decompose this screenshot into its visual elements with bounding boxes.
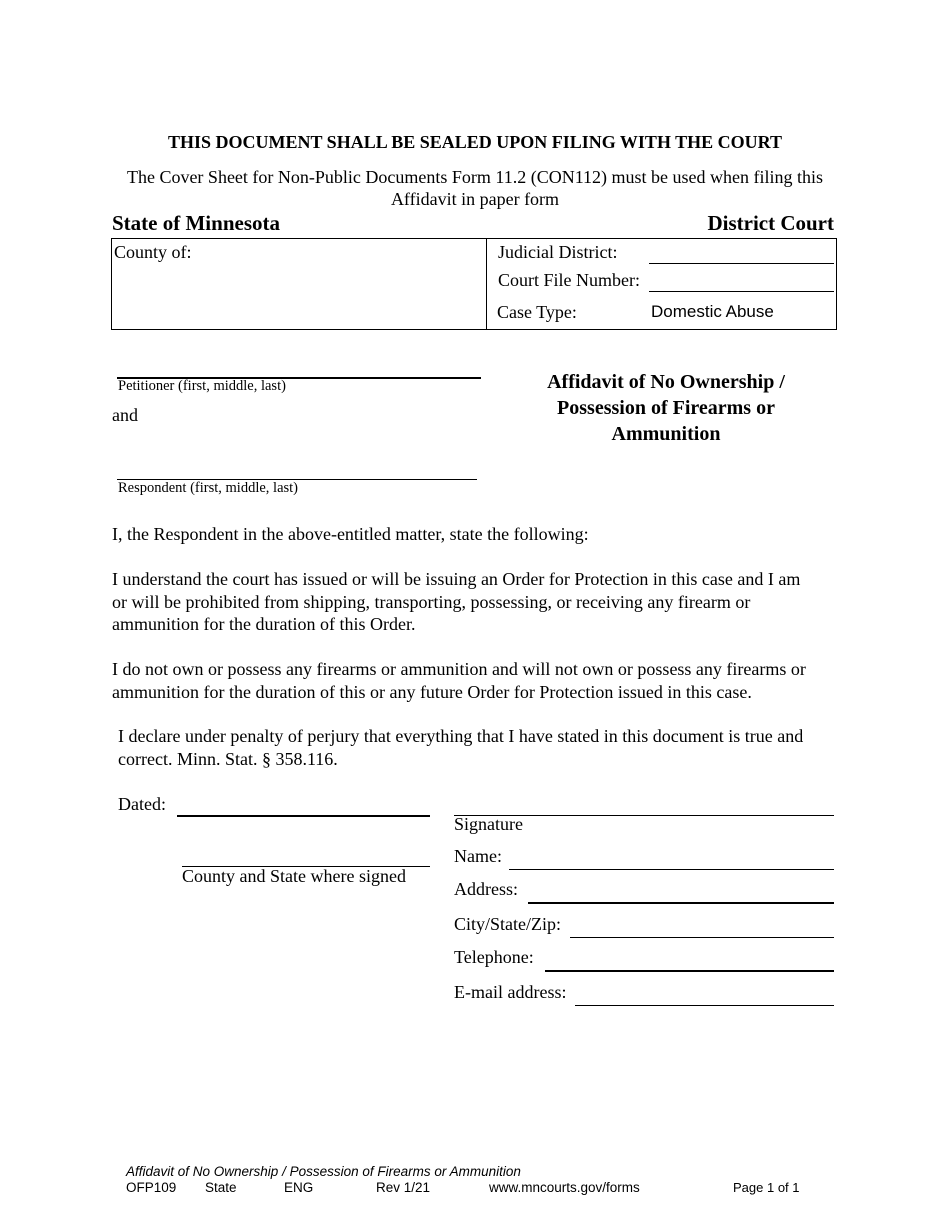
judicial-district-label: Judicial District: <box>498 242 618 262</box>
email-field[interactable] <box>575 982 834 1006</box>
city-state-zip-label: City/State/Zip: <box>454 914 561 934</box>
telephone-field[interactable] <box>545 947 834 972</box>
footer-website[interactable]: www.mncourts.gov/forms <box>489 1180 640 1195</box>
no-possession-paragraph <box>112 658 852 703</box>
court-file-number-field[interactable] <box>649 268 834 292</box>
perjury-declaration <box>118 725 858 770</box>
court-file-number-label: Court File Number: <box>498 270 640 290</box>
case-type-value: Domestic Abuse <box>651 302 774 321</box>
footer-jurisdiction: State <box>205 1180 237 1195</box>
perjury-line2: correct. Minn. Stat. § 358.116. <box>118 748 338 769</box>
state-heading: State of Minnesota <box>112 211 280 235</box>
county-state-signed-label: County and State where signed <box>182 866 406 886</box>
address-field[interactable] <box>528 879 834 904</box>
case-box-divider <box>486 238 487 330</box>
email-label: E-mail address: <box>454 982 567 1002</box>
telephone-label: Telephone: <box>454 947 534 967</box>
understanding-line1: I understand the court has issued or will be issuing an Order for Protection in this case and I am <box>112 569 801 589</box>
understanding-line3: ammunition for the duration of this Order. <box>112 614 416 634</box>
document-title-line3: Ammunition <box>611 423 721 445</box>
signature-field[interactable] <box>454 794 834 816</box>
petitioner-name-field[interactable] <box>117 358 481 379</box>
name-label: Name: <box>454 846 502 866</box>
document-title <box>500 369 832 447</box>
intro-statement: I, the Respondent in the above-entitled matter, state the following: <box>112 524 589 544</box>
county-state-signed-field[interactable] <box>182 845 430 867</box>
respondent-label: Respondent (first, middle, last) <box>118 480 299 496</box>
signature-label: Signature <box>454 814 523 834</box>
city-state-zip-field[interactable] <box>570 914 834 938</box>
footer-revision: Rev 1/21 <box>376 1180 431 1195</box>
footer-form-code: OFP109 <box>126 1180 177 1195</box>
name-field[interactable] <box>509 846 834 870</box>
and-connector: and <box>112 405 138 425</box>
understanding-line2: or will be prohibited from shipping, transporting, possessing, or receiving any firearm or <box>112 591 751 612</box>
case-type-label: Case Type: <box>497 302 577 322</box>
cover-sheet-notice-line2: Affidavit in paper form <box>390 189 560 209</box>
county-field[interactable] <box>200 242 470 266</box>
understanding-paragraph <box>112 568 852 636</box>
footer-page-number: Page 1 of 1 <box>733 1180 800 1195</box>
petitioner-label: Petitioner (first, middle, last) <box>118 378 286 394</box>
document-title-line1: Affidavit of No Ownership / <box>547 371 785 393</box>
county-label: County of: <box>114 242 192 262</box>
address-label: Address: <box>454 879 518 899</box>
footer-form-title: Affidavit of No Ownership / Possession of Firearms or Ammunition <box>126 1164 521 1179</box>
perjury-line1: I declare under penalty of perjury that everything that I have stated in this document is true and <box>118 726 804 746</box>
no-possession-line1: I do not own or possess any firearms or ammunition and will not own or possess any firearms or <box>112 659 806 679</box>
footer-language: ENG <box>284 1180 314 1195</box>
dated-field[interactable] <box>177 794 430 817</box>
dated-label: Dated: <box>118 794 166 814</box>
court-heading: District Court <box>707 211 834 235</box>
sealed-notice: THIS DOCUMENT SHALL BE SEALED UPON FILING WITH THE COURT <box>167 132 782 152</box>
respondent-name-field[interactable] <box>117 460 477 480</box>
cover-sheet-notice-line1: The Cover Sheet for Non-Public Documents Form 11.2 (CON112) must be used when filing this <box>126 167 824 187</box>
no-possession-line2: ammunition for the duration of this or any future Order for Protection issued in this case. <box>112 681 752 702</box>
judicial-district-field[interactable] <box>649 240 834 264</box>
document-title-line2: Possession of Firearms or <box>557 397 775 419</box>
